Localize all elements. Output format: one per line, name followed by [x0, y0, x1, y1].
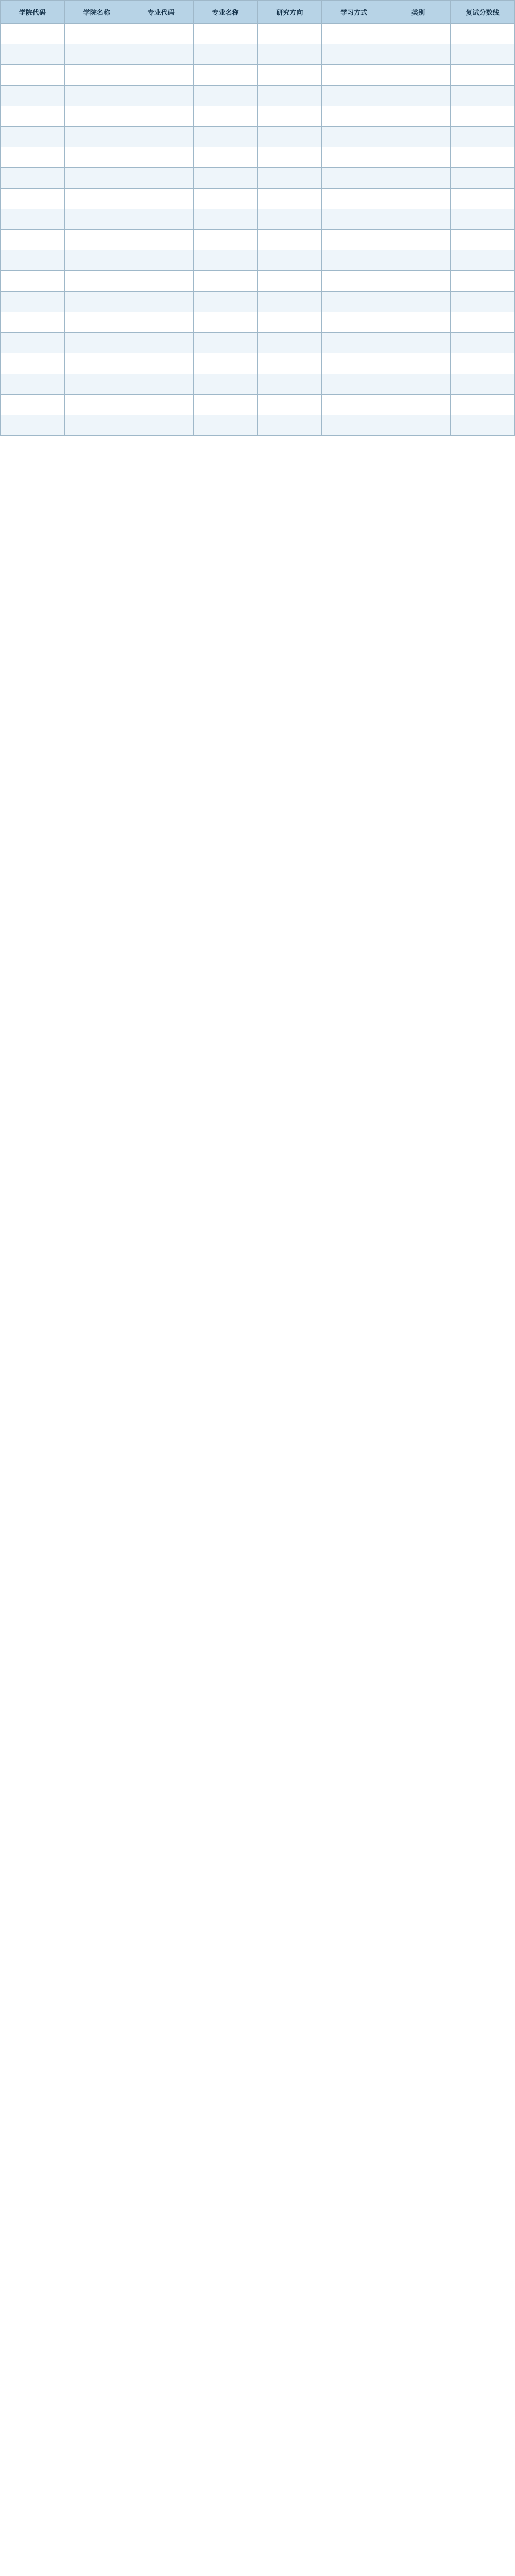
table-cell	[1, 44, 65, 65]
table-cell	[193, 168, 258, 189]
table-cell	[1, 312, 65, 333]
table-cell	[386, 374, 451, 395]
table-cell	[258, 271, 322, 292]
table-cell	[129, 333, 193, 353]
table-row	[1, 106, 515, 127]
table-cell	[386, 86, 451, 106]
table-cell	[1, 250, 65, 271]
table-row	[1, 209, 515, 230]
table-cell	[451, 168, 515, 189]
table-cell	[322, 209, 386, 230]
table-cell	[322, 395, 386, 415]
table-cell	[386, 292, 451, 312]
table-cell	[386, 271, 451, 292]
table-cell	[386, 24, 451, 44]
table-cell	[129, 292, 193, 312]
table-cell	[64, 250, 129, 271]
column-header-college-name: 学院名称	[64, 1, 129, 24]
table-cell	[129, 24, 193, 44]
table-cell	[322, 415, 386, 436]
table-cell	[193, 415, 258, 436]
table-cell	[193, 44, 258, 65]
table-cell	[129, 395, 193, 415]
table-cell	[129, 65, 193, 86]
table-cell	[258, 230, 322, 250]
table-cell	[258, 189, 322, 209]
table-row	[1, 147, 515, 168]
column-header-college-code: 学院代码	[1, 1, 65, 24]
table-cell	[1, 209, 65, 230]
table-cell	[64, 127, 129, 147]
table-row	[1, 86, 515, 106]
table-cell	[193, 189, 258, 209]
table-cell	[451, 374, 515, 395]
table-cell	[451, 44, 515, 65]
table-cell	[129, 147, 193, 168]
column-header-major-code: 专业代码	[129, 1, 193, 24]
table-cell	[386, 415, 451, 436]
table-cell	[386, 106, 451, 127]
table-row	[1, 353, 515, 374]
table-cell	[322, 168, 386, 189]
table-cell	[386, 44, 451, 65]
table-cell	[322, 250, 386, 271]
table-cell	[64, 106, 129, 127]
table-cell	[386, 353, 451, 374]
table-cell	[193, 312, 258, 333]
table-cell	[258, 292, 322, 312]
table-cell	[64, 209, 129, 230]
table-cell	[258, 395, 322, 415]
table-body	[1, 24, 515, 436]
table-cell	[1, 127, 65, 147]
table-cell	[64, 353, 129, 374]
table-cell	[1, 353, 65, 374]
table-cell	[129, 44, 193, 65]
table-cell	[1, 189, 65, 209]
table-cell	[193, 395, 258, 415]
table-cell	[386, 168, 451, 189]
table-cell	[64, 24, 129, 44]
table-cell	[129, 374, 193, 395]
table-row	[1, 333, 515, 353]
table-cell	[386, 230, 451, 250]
table-cell	[129, 230, 193, 250]
table-cell	[451, 312, 515, 333]
table-cell	[322, 127, 386, 147]
table-cell	[386, 147, 451, 168]
column-header-retest-score: 复试分数线	[451, 1, 515, 24]
table-cell	[258, 44, 322, 65]
table-cell	[193, 333, 258, 353]
table-cell	[322, 312, 386, 333]
table-cell	[129, 312, 193, 333]
table-cell	[129, 106, 193, 127]
table-cell	[386, 209, 451, 230]
table-cell	[258, 333, 322, 353]
table-cell	[322, 333, 386, 353]
table-cell	[193, 230, 258, 250]
table-cell	[64, 44, 129, 65]
table-cell	[193, 147, 258, 168]
table-cell	[258, 24, 322, 44]
table-cell	[322, 189, 386, 209]
table-cell	[129, 168, 193, 189]
table-cell	[258, 415, 322, 436]
table-cell	[451, 333, 515, 353]
table-cell	[322, 147, 386, 168]
table-cell	[322, 106, 386, 127]
table-cell	[451, 415, 515, 436]
table-cell	[386, 127, 451, 147]
table-cell	[451, 127, 515, 147]
table-cell	[1, 374, 65, 395]
table-cell	[193, 353, 258, 374]
table-cell	[1, 415, 65, 436]
table-cell	[129, 209, 193, 230]
table-cell	[129, 271, 193, 292]
table-cell	[258, 65, 322, 86]
table-cell	[322, 44, 386, 65]
table-row	[1, 374, 515, 395]
table-row	[1, 415, 515, 436]
table-cell	[193, 292, 258, 312]
table-cell	[193, 127, 258, 147]
table-cell	[64, 230, 129, 250]
table-cell	[129, 189, 193, 209]
table-header	[1, 1, 515, 24]
table-row	[1, 24, 515, 44]
table-cell	[322, 230, 386, 250]
table-cell	[64, 312, 129, 333]
table-cell	[1, 86, 65, 106]
table-cell	[258, 86, 322, 106]
table-cell	[451, 189, 515, 209]
table-cell	[258, 127, 322, 147]
table-cell	[193, 250, 258, 271]
score-line-table	[0, 0, 515, 436]
table-cell	[258, 209, 322, 230]
table-cell	[193, 65, 258, 86]
table-cell	[129, 353, 193, 374]
table-row	[1, 395, 515, 415]
table-cell	[64, 333, 129, 353]
table-cell	[451, 250, 515, 271]
column-header-major-name: 专业名称	[193, 1, 258, 24]
table-cell	[193, 271, 258, 292]
table-row	[1, 250, 515, 271]
table-row	[1, 127, 515, 147]
table-cell	[64, 86, 129, 106]
table-cell	[1, 168, 65, 189]
table-cell	[193, 86, 258, 106]
table-cell	[64, 271, 129, 292]
table-cell	[451, 271, 515, 292]
table-cell	[1, 65, 65, 86]
table-cell	[129, 127, 193, 147]
table-cell	[64, 65, 129, 86]
table-cell	[1, 147, 65, 168]
table-cell	[64, 147, 129, 168]
table-cell	[322, 271, 386, 292]
table-cell	[258, 374, 322, 395]
table-cell	[129, 415, 193, 436]
table-row	[1, 230, 515, 250]
table-cell	[258, 353, 322, 374]
table-row	[1, 312, 515, 333]
table-cell	[129, 86, 193, 106]
header-row	[1, 1, 515, 24]
table-cell	[322, 24, 386, 44]
table-row	[1, 44, 515, 65]
table-row	[1, 65, 515, 86]
table-cell	[1, 395, 65, 415]
table-cell	[129, 250, 193, 271]
table-cell	[451, 209, 515, 230]
table-cell	[386, 65, 451, 86]
table-cell	[64, 189, 129, 209]
table-cell	[64, 395, 129, 415]
table-cell	[258, 312, 322, 333]
table-cell	[451, 292, 515, 312]
table-cell	[1, 24, 65, 44]
table-cell	[1, 230, 65, 250]
table-cell	[258, 147, 322, 168]
table-cell	[193, 374, 258, 395]
table-cell	[322, 353, 386, 374]
table-cell	[322, 374, 386, 395]
table-cell	[193, 24, 258, 44]
table-cell	[193, 106, 258, 127]
table-cell	[322, 292, 386, 312]
table-row	[1, 168, 515, 189]
table-cell	[322, 65, 386, 86]
column-header-study-mode: 学习方式	[322, 1, 386, 24]
table-cell	[64, 415, 129, 436]
table-cell	[193, 209, 258, 230]
column-header-research-direction: 研究方向	[258, 1, 322, 24]
table-row	[1, 189, 515, 209]
table-row	[1, 271, 515, 292]
table-cell	[386, 250, 451, 271]
table-cell	[451, 230, 515, 250]
table-cell	[451, 353, 515, 374]
column-header-category: 类别	[386, 1, 451, 24]
table-cell	[64, 168, 129, 189]
table-cell	[451, 106, 515, 127]
table-cell	[1, 292, 65, 312]
table-cell	[322, 86, 386, 106]
table-cell	[451, 395, 515, 415]
table-cell	[258, 168, 322, 189]
score-line-sheet	[0, 0, 515, 436]
table-cell	[258, 250, 322, 271]
table-cell	[386, 312, 451, 333]
table-cell	[64, 374, 129, 395]
table-cell	[258, 106, 322, 127]
table-cell	[451, 147, 515, 168]
table-cell	[451, 24, 515, 44]
table-cell	[1, 106, 65, 127]
table-cell	[386, 189, 451, 209]
table-cell	[451, 65, 515, 86]
table-cell	[386, 333, 451, 353]
table-cell	[451, 86, 515, 106]
table-row	[1, 292, 515, 312]
table-cell	[386, 395, 451, 415]
table-cell	[1, 271, 65, 292]
table-cell	[64, 292, 129, 312]
table-cell	[1, 333, 65, 353]
